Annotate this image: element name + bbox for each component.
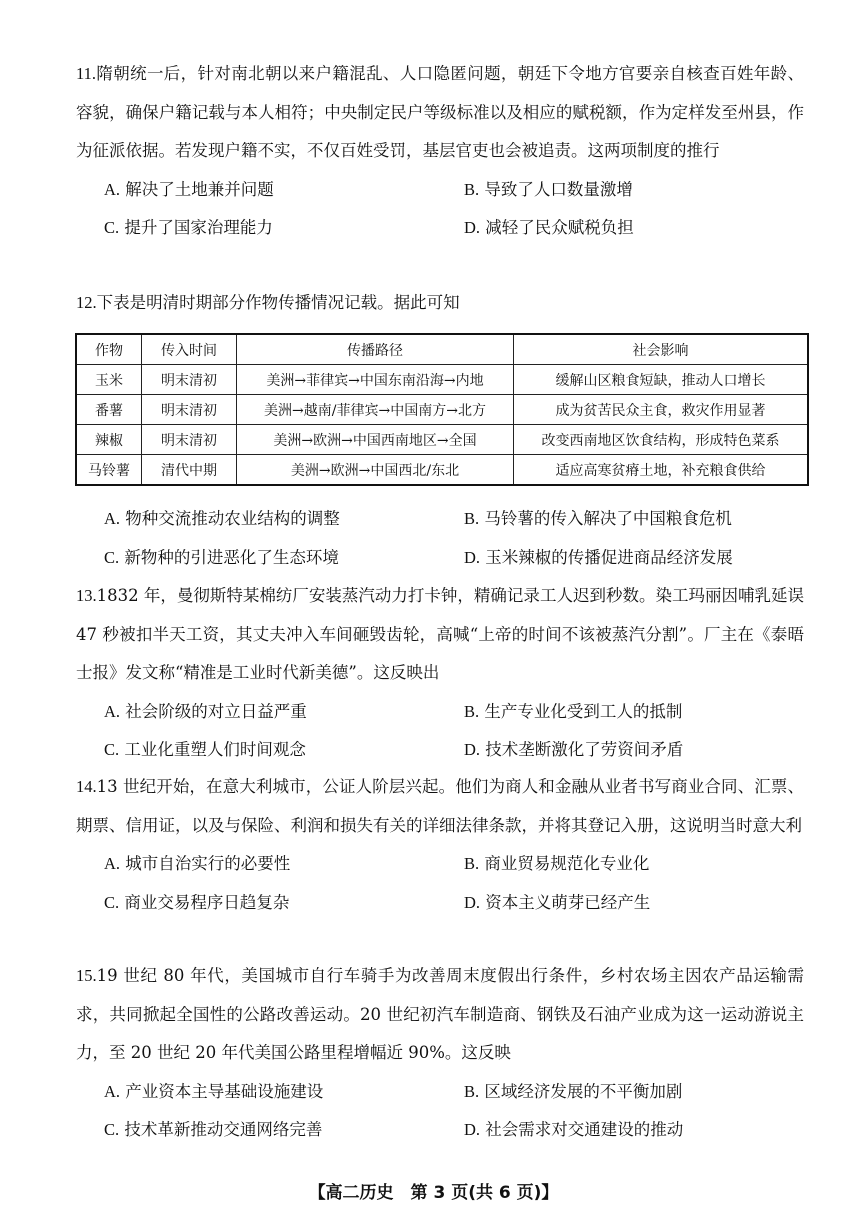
table-cell: 明末清初	[142, 425, 237, 455]
option-b[interactable]: B. 区域经济发展的不平衡加剧	[464, 1081, 683, 1101]
options	[104, 845, 804, 922]
question-stem	[76, 284, 804, 323]
option-c[interactable]: C. 工业化重塑人们时间观念	[104, 740, 306, 759]
page-footer: 【高二历史 第 3 页(共 6 页)】	[308, 1183, 559, 1203]
table-row	[76, 455, 808, 486]
options	[104, 1073, 804, 1150]
table-cell: 清代中期	[142, 455, 237, 486]
question-stem	[76, 55, 804, 171]
table-cell: 缓解山区粮食短缺，推动人口增长	[514, 365, 809, 395]
table-header-cell: 传播路径	[237, 334, 514, 365]
table-cell: 改变西南地区饮食结构，形成特色菜系	[514, 425, 809, 455]
option-c[interactable]: C. 商业交易程序日趋复杂	[104, 892, 290, 912]
question-number: 12.	[76, 293, 97, 312]
option-d[interactable]: D. 社会需求对交通建设的推动	[464, 1120, 684, 1139]
question-12	[76, 284, 804, 323]
option-a[interactable]: A. 城市自治实行的必要性	[104, 854, 291, 873]
question-15	[76, 957, 804, 1150]
option-a[interactable]: A. 物种交流推动农业结构的调整	[104, 509, 340, 528]
options	[104, 693, 804, 770]
option-b[interactable]: B. 导致了人口数量激增	[464, 179, 633, 199]
table-cell: 玉米	[76, 365, 142, 395]
option-d[interactable]: D. 资本主义萌芽已经产生	[464, 892, 651, 912]
question-number: 13.	[76, 586, 97, 605]
table-header-row	[76, 334, 808, 365]
question-stem	[76, 577, 804, 693]
option-a[interactable]: A. 解决了土地兼并问题	[104, 179, 274, 199]
question-number: 15.	[76, 966, 97, 985]
question-text: 19 世纪 80 年代，美国城市自行车骑手为改善周末度假出行条件，乡村农场主因农产品运输需求，共同掀起全国性的公路改善运动。20 世纪初汽车制造商、钢铁及石油产业成为这一运动游说主力，至 20 世纪 20 年代美国公路里程增幅近 90%。这反映	[76, 966, 804, 1062]
table-cell: 美洲→越南/菲律宾→中国南方→北方	[237, 395, 514, 425]
table-cell: 明末清初	[142, 365, 237, 395]
question-number: 14.	[76, 777, 97, 796]
table-cell: 成为贫苦民众主食，救灾作用显著	[514, 395, 809, 425]
table-cell: 美洲→菲律宾→中国东南沿海→内地	[237, 365, 514, 395]
table-cell: 适应高寒贫瘠土地，补充粮食供给	[514, 455, 809, 486]
table-cell: 美洲→欧洲→中国西北/东北	[237, 455, 514, 486]
table-cell: 美洲→欧洲→中国西南地区→全国	[237, 425, 514, 455]
option-a[interactable]: A. 社会阶级的对立日益严重	[104, 701, 307, 721]
table-header-cell: 作物	[76, 334, 142, 365]
question-stem	[76, 768, 804, 845]
option-d[interactable]: D. 减轻了民众赋税负担	[464, 218, 634, 237]
crop-spread-table	[75, 333, 809, 486]
question-text: 1832 年，曼彻斯特某棉纺厂安装蒸汽动力打卡钟，精确记录工人迟到秒数。染工玛丽因哺乳延误 47 秒被扣半天工资，其丈夫冲入车间砸毁齿轮，高喊“上帝的时间不该被蒸汽分割”。厂主在《泰晤士报》发文称“精准是工业时代新美德”。这反映出	[76, 586, 804, 682]
table-cell: 番薯	[76, 395, 142, 425]
table-header-cell: 社会影响	[514, 334, 809, 365]
options	[104, 500, 804, 577]
table-header-cell: 传入时间	[142, 334, 237, 365]
option-c[interactable]: C. 新物种的引进恶化了生态环境	[104, 547, 339, 567]
option-b[interactable]: B. 生产专业化受到工人的抵制	[464, 701, 683, 721]
option-d[interactable]: D. 技术垄断激化了劳资间矛盾	[464, 740, 684, 759]
table-row	[76, 425, 808, 455]
option-c[interactable]: C. 技术革新推动交通网络完善	[104, 1120, 323, 1139]
table-cell: 辣椒	[76, 425, 142, 455]
question-text: 隋朝统一后，针对南北朝以来户籍混乱、人口隐匿问题，朝廷下令地方官要亲自核查百姓年龄、容貌，确保户籍记载与本人相符；中央制定民户等级标准以及相应的赋税额，作为定样发至州县，作为征派依据。若发现户籍不实，不仅百姓受罚，基层官吏也会被追责。这两项制度的推行	[76, 64, 804, 160]
question-number: 11.	[76, 64, 97, 83]
question-text: 13 世纪开始，在意大利城市，公证人阶层兴起。他们为商人和金融从业者书写商业合同、汇票、期票、信用证，以及与保险、利润和损失有关的详细法律条款，并将其登记入册，这说明当时意大利	[76, 777, 804, 835]
option-a[interactable]: A. 产业资本主导基础设施建设	[104, 1081, 324, 1101]
question-14	[76, 768, 804, 922]
question-12-options	[76, 500, 804, 577]
question-13	[76, 577, 804, 770]
option-b[interactable]: B. 商业贸易规范化专业化	[464, 854, 650, 873]
table-row	[76, 365, 808, 395]
question-text: 下表是明清时期部分作物传播情况记载。据此可知	[96, 293, 460, 312]
question-stem	[76, 957, 804, 1073]
question-11	[76, 55, 804, 248]
option-d[interactable]: D. 玉米辣椒的传播促进商品经济发展	[464, 547, 733, 567]
option-b[interactable]: B. 马铃薯的传入解决了中国粮食危机	[464, 509, 732, 528]
option-c[interactable]: C. 提升了国家治理能力	[104, 218, 273, 237]
table-cell: 马铃薯	[76, 455, 142, 486]
options	[104, 171, 804, 248]
table-cell: 明末清初	[142, 395, 237, 425]
table-row	[76, 395, 808, 425]
